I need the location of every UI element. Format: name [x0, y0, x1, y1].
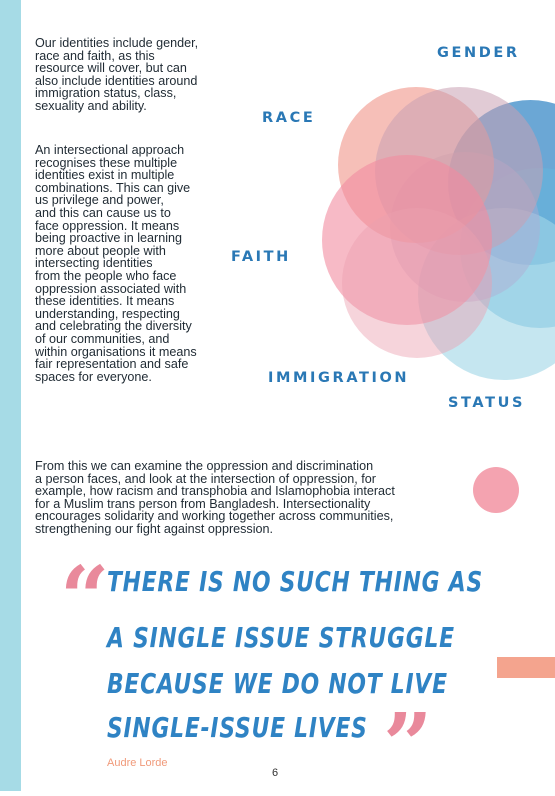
quote-line-1: THERE IS NO SUCH THING AS — [107, 565, 483, 598]
faith-label: FAITH — [231, 249, 291, 265]
intro-paragraph: Our identities include gender, race and faith, as this resource will cover, but can also include identities around immigration status, class, sexuality and ability. — [35, 36, 199, 113]
immigration-circle — [342, 208, 492, 358]
race-label: RACE — [262, 110, 316, 126]
quote-line-4: SINGLE-ISSUE LIVES — [107, 711, 368, 744]
immigration-label: IMMIGRATION — [268, 370, 410, 386]
sidebar-stripe — [0, 0, 21, 791]
quote-author: Audre Lorde — [107, 757, 168, 769]
close-quote-mark: ” — [383, 695, 433, 796]
quote-line-2: A SINGLE ISSUE STRUGGLE — [107, 621, 455, 654]
open-quote-mark: “ — [60, 548, 110, 649]
decorative-salmon-bar — [497, 657, 555, 678]
examine-paragraph: From this we can examine the oppression and discrimination a person faces, and look at the intersection of oppression, for example, how racism and transphobia and Islamophobia interact for a Muslim trans person from Bangladesh. Intersectionality encourages solidarity and working together across communities, strengthening our fight against oppression. — [35, 459, 395, 536]
status-label: STATUS — [448, 395, 526, 411]
gender-label: GENDER — [437, 45, 520, 61]
page-number: 6 — [272, 767, 279, 779]
decorative-pink-dot — [473, 467, 519, 513]
identity-venn-diagram — [300, 60, 555, 400]
intersectional-paragraph: An intersectional approach recognises these multiple identities exist in multiple combinations. This can give us privilege and power, and this can cause us to face oppression. It means being proactive in learning more about people with intersecting identities from the people who face oppression associated with these identities. It means understanding, respecting and celebrating the diversity of our communities, and within organisations it means fair representation and safe spaces for everyone. — [35, 143, 197, 384]
quote-line-3: BECAUSE WE DO NOT LIVE — [107, 667, 448, 700]
